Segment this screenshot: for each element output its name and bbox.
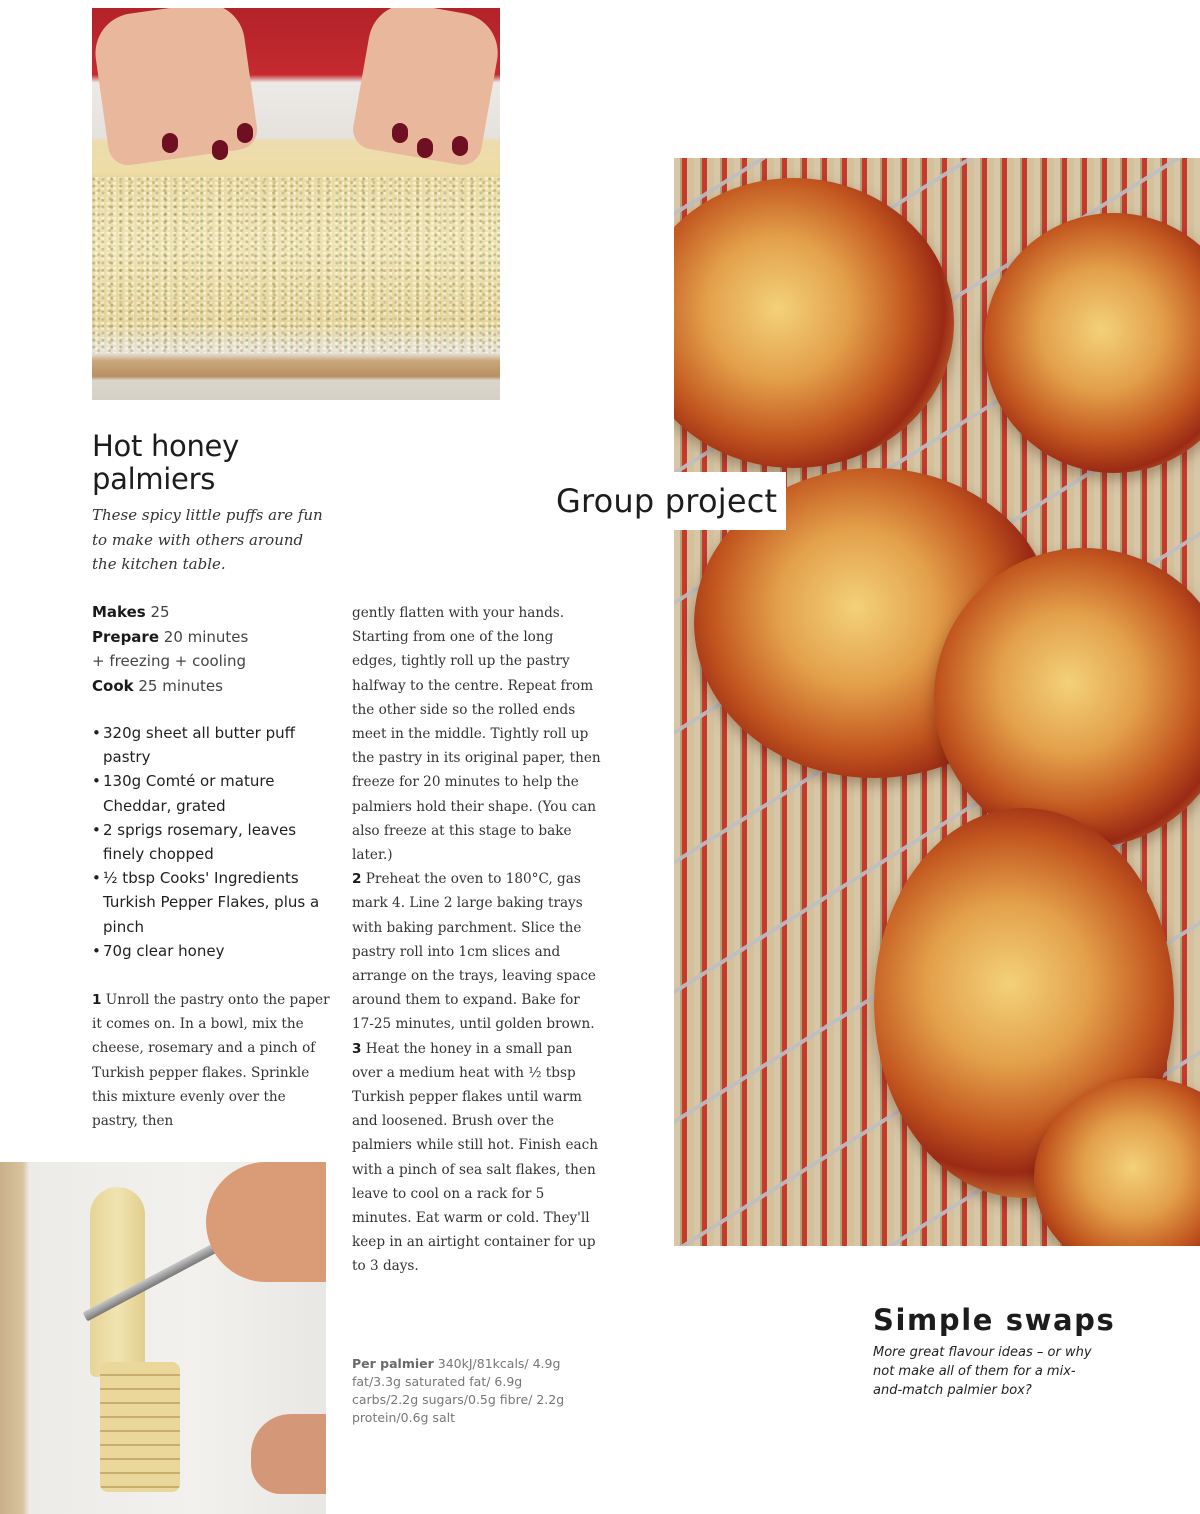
palmiers-on-rack-photo: [674, 158, 1200, 1246]
hand-holding-knife: [206, 1162, 326, 1282]
nail: [212, 140, 228, 160]
prepare-row: [92, 625, 248, 650]
makes-value: 25: [150, 603, 170, 621]
swaps-title: Simple swaps: [873, 1303, 1116, 1337]
cheese-filling: [92, 177, 500, 353]
palmier: [674, 178, 954, 468]
method-column-2: [352, 601, 602, 1279]
nutrition-label: Per palmier: [352, 1356, 434, 1371]
title-line-2: palmiers: [92, 462, 216, 496]
method-column-1: [92, 988, 332, 1133]
ingredient-item: • 130g Comté or mature Cheddar, grated: [92, 769, 332, 817]
method-step-3: [352, 1037, 602, 1279]
nutrition-info: [352, 1355, 582, 1427]
nail: [237, 123, 253, 143]
recipe-intro: These spicy little puffs are fun to make with others around the kitchen table.: [92, 506, 323, 573]
step-number: 2: [352, 871, 362, 888]
nutrition-values: 340kJ/81kcals/ 4.9g fat/3.3g saturated fat/ 6.9g carbs/2.2g sugars/0.5g fibre/ 2.2g protein/0.6g salt: [352, 1356, 565, 1425]
cook-row: [92, 674, 248, 699]
recipe-title: [92, 430, 239, 496]
prepare-extra: + freezing + cooling: [92, 652, 247, 670]
nail: [452, 136, 468, 156]
ingredients-list: [92, 721, 332, 963]
makes-row: [92, 600, 248, 625]
ingredient-item: • 70g clear honey: [92, 939, 332, 963]
cook-label: Cook: [92, 676, 134, 695]
step-text: Unroll the pastry onto the paper it comes on. In a bowl, mix the cheese, rosemary and a pinch of Turkish pepper flakes. Sprinkle this mixture evenly over the pastry, then: [92, 992, 330, 1130]
nail: [162, 133, 178, 153]
method-step-1: [92, 988, 332, 1133]
slicing-pastry-photo: [0, 1162, 326, 1514]
prepare-value: 20 minutes: [163, 627, 249, 646]
nail: [392, 123, 408, 143]
section-label: Group project: [556, 482, 778, 520]
pastry-slices: [100, 1362, 180, 1492]
step-text: Heat the honey in a small pan over a medium heat with ½ tbsp Turkish pepper flakes until warm and loosened. Brush over the palmiers while still hot. Finish each with a pinch of sea salt flakes, then leave to cool on a rack for 5 minutes. Eat warm or cold. They'll keep in an airtight container for up to 3 days.: [352, 1040, 598, 1275]
step-text: Preheat the oven to 180°C, gas mark 4. Line 2 large baking trays with baking parchment. Slice the pastry roll into 1cm slices and arrange on the trays, leaving space around them to expand. Bake for 17-25 minutes, until golden brown.: [352, 871, 596, 1033]
recipe-meta: [92, 600, 248, 698]
step-number: 3: [352, 1040, 362, 1057]
prepare-label: Prepare: [92, 627, 159, 646]
palmier: [984, 213, 1200, 473]
ingredient-item: • ½ tbsp Cooks' Ingredients Turkish Pepper Flakes, plus a pinch: [92, 866, 332, 939]
method-step-1-continued: gently flatten with your hands. Starting from one of the long edges, tightly roll up the pastry halfway to the centre. Repeat from the other side so the rolled ends meet in the middle. Tightly roll up the pastry in its original paper, then freeze for 20 minutes to help the palmiers hold their shape. (You can also freeze at this stage to bake later.): [352, 605, 601, 864]
title-line-1: Hot honey: [92, 429, 239, 463]
step-number: 1: [92, 992, 102, 1008]
makes-label: Makes: [92, 603, 146, 621]
hand-holding-paper: [251, 1414, 326, 1494]
swaps-subtitle: More great flavour ideas – or why not make all of them for a mix-and-match palmier box?: [873, 1345, 1092, 1398]
ingredient-item: • 2 sprigs rosemary, leaves finely chopped: [92, 818, 332, 866]
ingredient-item: • 320g sheet all butter puff pastry: [92, 721, 332, 769]
rolling-pastry-photo: [92, 8, 500, 400]
pastry-roll: [90, 1187, 145, 1377]
method-step-2: [352, 867, 602, 1036]
nail: [417, 138, 433, 158]
cook-value: 25 minutes: [138, 676, 223, 695]
